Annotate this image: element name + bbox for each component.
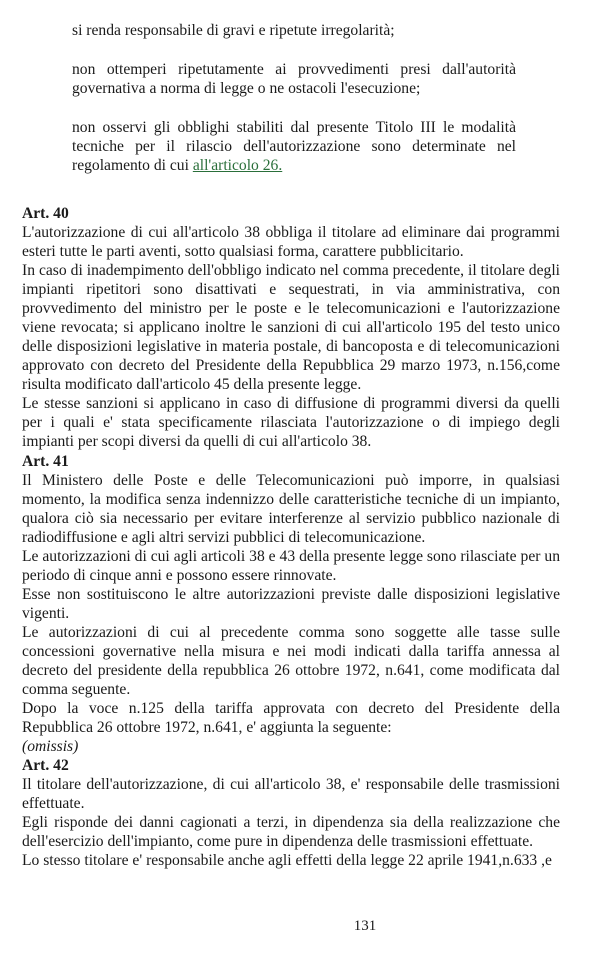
paragraph: Le autorizzazioni di cui agli articoli 38 e 43 della presente legge sono rilasciate per un periodo di cinque anni e possono essere rinnovate. <box>22 548 560 584</box>
list-item: non ottemperi ripetutamente ai provvedimenti presi dall'autorità governativa a norma di legge o ne ostacoli l'esecuzione; <box>72 61 516 97</box>
article-42 <box>22 756 560 870</box>
article-41 <box>22 452 560 756</box>
list-item <box>72 118 516 175</box>
paragraph: Il Ministero delle Poste e delle Telecomunicazioni può imporre, in qualsiasi momento, la modifica senza indennizzo delle caratteristiche tecniche di un impianto, qualora ciò sia necessario per evitare interferenze al servizio pubblico nazionale di radiodiffusione e agli altri servizi pubblici di telecomunicazione. <box>22 472 560 546</box>
paragraph: Le autorizzazioni di cui al precedente comma sono soggette alle tasse sulle concessioni governative nella misura e nei modi indicati dalla tariffa annessa al decreto del presidente della repubblica 26 ottobre 1972, n.641, come modificata dal comma seguente. <box>22 624 560 698</box>
paragraph: Lo stesso titolare e' responsabile anche agli effetti della legge 22 aprile 1941,n.633 ,e <box>22 852 552 869</box>
article-title: Art. 40 <box>22 205 69 222</box>
paragraph: In caso di inadempimento dell'obbligo indicato nel comma precedente, il titolare degli impianti ripetitori sono disattivati e sequestrati, in via amministrativa, con provvedimento del ministro per le poste e le telecomunicazioni e l'autorizzazione viene revocata; si applicano inoltre le sanzioni di cui all'articolo 195 del testo unico delle disposizioni legislative in materia postale, di bancoposta e di telecomunicazioni approvato con decreto del Presidente della Repubblica 29 marzo 1973, n.156,come risulta modificato dall'articolo 45 della presente legge. <box>22 262 560 393</box>
paragraph: Egli risponde dei danni cagionati a terzi, in dipendenza sia della realizzazione che dell'esercizio dell'impianto, come pure in dipendenza delle trasmissioni effettuate. <box>22 814 560 850</box>
paragraph: Il titolare dell'autorizzazione, di cui all'articolo 38, e' responsabile delle trasmissioni effettuate. <box>22 776 560 812</box>
article-40 <box>22 204 560 451</box>
paragraph: Dopo la voce n.125 della tariffa approvata con decreto del Presidente della Repubblica 26 ottobre 1972, n.641, e' aggiunta la seguente: <box>22 700 560 736</box>
omissis-note: (omissis) <box>22 738 79 755</box>
list-item-text: non osservi gli obblighi stabiliti dal presente Titolo III le modalità tecniche per il rilascio dell'autorizzazione sono determinate nel regolamento di cui <box>72 119 516 174</box>
article-title: Art. 41 <box>22 453 69 470</box>
article-26-link[interactable]: all'articolo 26. <box>192 157 283 174</box>
list-item: si renda responsabile di gravi e ripetute irregolarità; <box>72 22 395 39</box>
paragraph: Esse non sostituiscono le altre autorizzazioni previste dalle disposizioni legislative vigenti. <box>22 586 560 622</box>
article-title: Art. 42 <box>22 757 69 774</box>
paragraph: L'autorizzazione di cui all'articolo 38 obbliga il titolare ad eliminare dai programmi esteri tutte le parti aventi, sotto qualsiasi forma, carattere pubblicitario. <box>22 224 560 260</box>
page-number: 131 <box>353 918 377 934</box>
paragraph: Le stesse sanzioni si applicano in caso di diffusione di programmi diversi da quelli per i quali e' stata specificamente rilasciata l'autorizzazione o di impiego degli impianti per scopi diversi da quelli di cui all'articolo 38. <box>22 395 560 450</box>
